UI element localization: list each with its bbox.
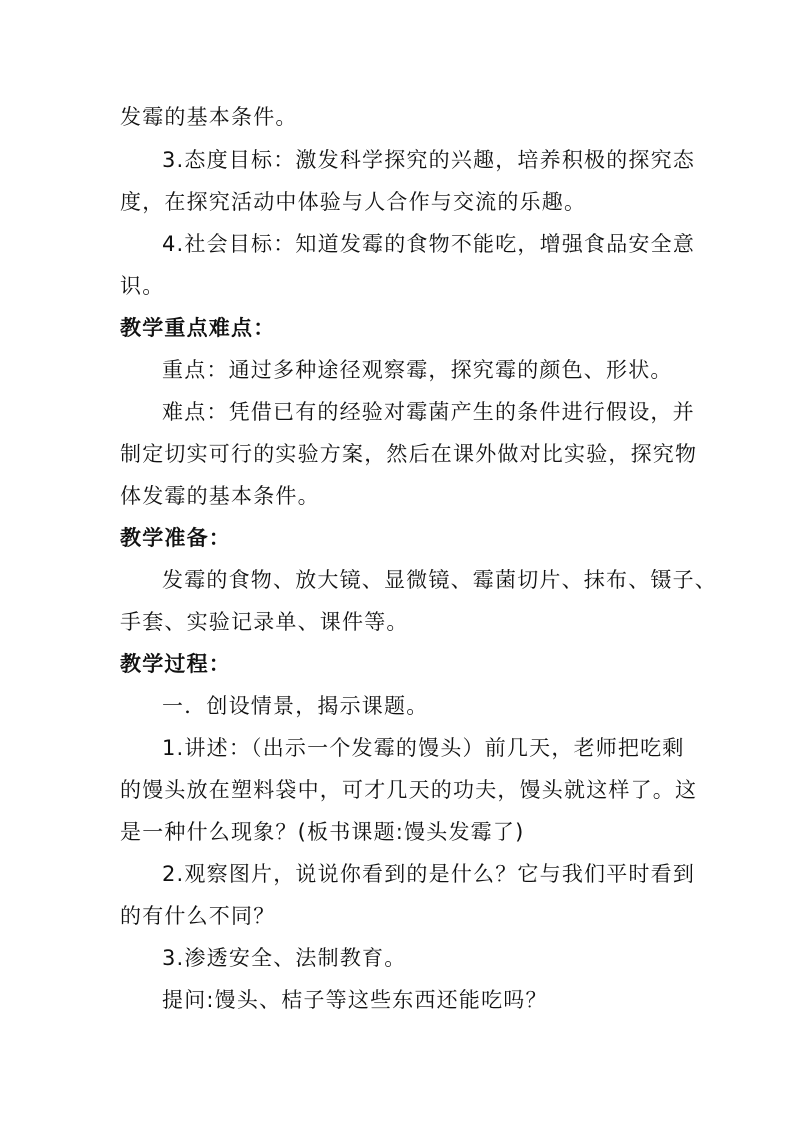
text-line: 度，在探究活动中体验与人合作与交流的乐趣。 <box>120 190 587 214</box>
text-line: 发霉的食物、放大镜、显微镜、霉菌切片、抹布、镊子、 <box>162 568 717 592</box>
text-line: 体发霉的基本条件。 <box>120 484 320 508</box>
text-line: 3.渗透安全、法制教育。 <box>162 946 407 970</box>
text-line: 1.讲述：（出示一个发霉的馒头）前几天，老师把吃剩 <box>162 736 685 760</box>
text-line: 手套、实验记录单、课件等。 <box>120 610 409 634</box>
text-line: 的馒头放在塑料袋中，可才几天的功夫，馒头就这样了。这 <box>120 778 698 802</box>
text-line: 提问:馒头、桔子等这些东西还能吃吗？ <box>162 988 548 1012</box>
text-line: 一．创设情景，揭示课题。 <box>162 694 429 718</box>
text-line: 4.社会目标：知道发霉的食物不能吃，增强食品安全意 <box>162 232 696 256</box>
text-line: 2.观察图片，说说你看到的是什么？它与我们平时看到 <box>162 862 696 886</box>
text-line: 是一种什么现象？(板书课题:馒头发霉了) <box>120 820 525 844</box>
text-line: 重点：通过多种途径观察霉，探究霉的颜色、形状。 <box>162 358 673 382</box>
section-heading: 教学过程： <box>120 652 231 676</box>
text-line: 难点：凭借已有的经验对霉菌产生的条件进行假设，并 <box>162 400 695 424</box>
section-heading: 教学重点难点： <box>120 316 276 340</box>
text-line: 制定切实可行的实验方案，然后在课外做对比实验，探究物 <box>120 442 698 466</box>
text-line: 3.态度目标：激发科学探究的兴趣，培养积极的探究态 <box>162 148 696 172</box>
text-line: 的有什么不同？ <box>120 904 276 928</box>
text-line: 发霉的基本条件。 <box>120 105 298 129</box>
text-line: 识。 <box>120 274 165 298</box>
section-heading: 教学准备： <box>120 526 231 550</box>
